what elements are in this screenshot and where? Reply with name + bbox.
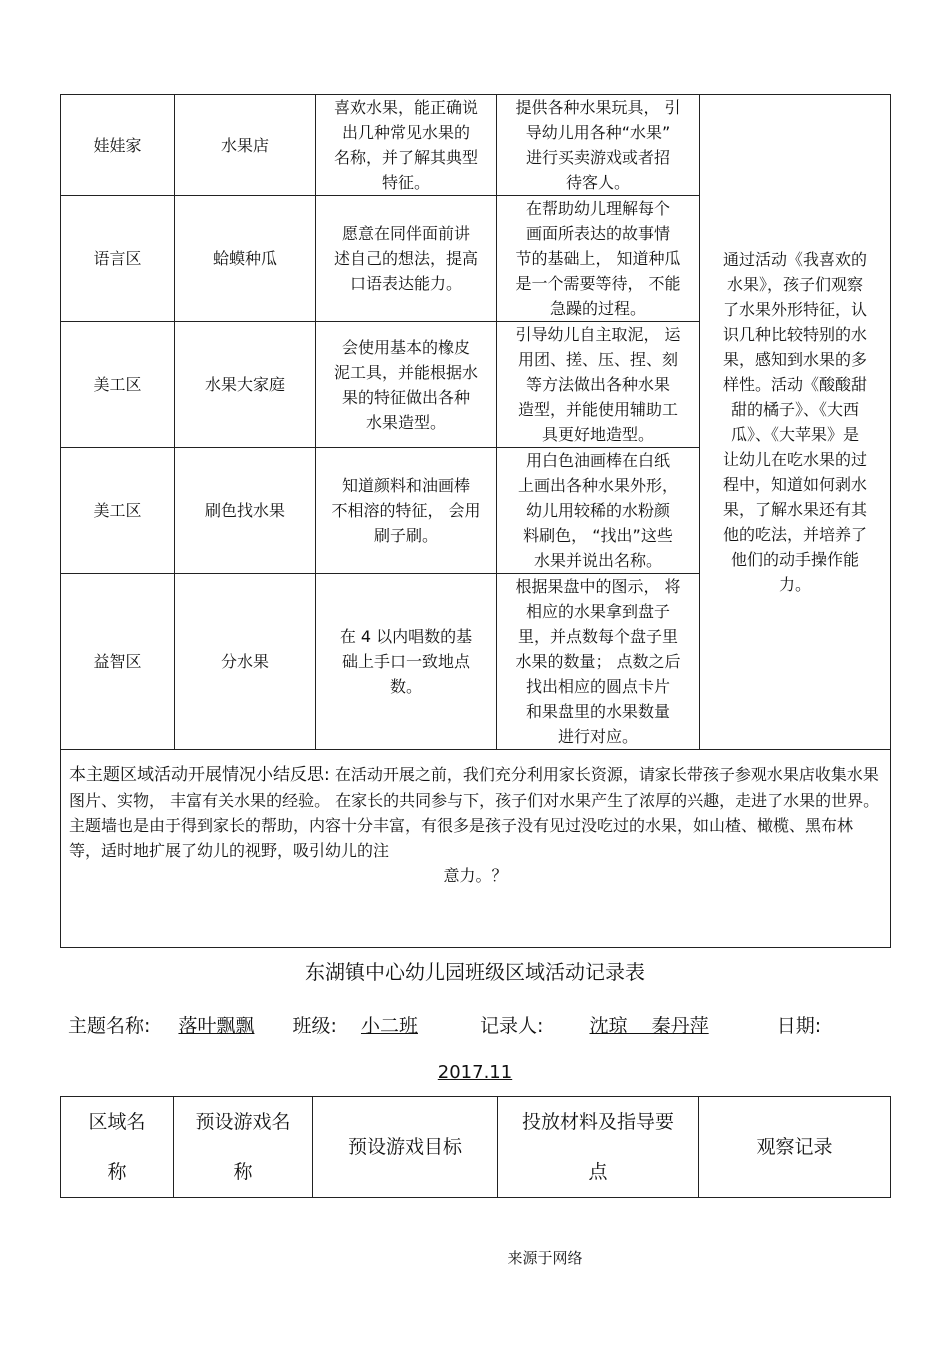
form-title: 东湖镇中心幼儿园班级区域活动记录表: [305, 960, 645, 984]
observation-cell: 通过活动《我喜欢的 水果》，孩子们观察 了水果外形特征，认 识几种比较特别的水 果，感知到水果的多 样性。活动《酸酸甜 甜的橘子》、《大西 瓜》、《大苹果》是 让幼儿在吃水果的过 程中，知道如何剥水 果，了解水果还有其 他的吃法，并培养了 他们的动手操作能 力。: [700, 95, 891, 750]
header-observation: 观察记录: [699, 1097, 891, 1198]
game-cell: 蛤蟆种瓜: [175, 196, 316, 322]
material-cell: 在帮助幼儿理解每个 画面所表达的故事情 节的基础上， 知道种瓜 是一个需要等待， 不能 急躁的过程。: [497, 196, 700, 322]
summary-cell: [61, 750, 891, 948]
theme-value: 落叶飘飘: [178, 1015, 255, 1037]
goal-cell: 在 4 以内唱数的基 础上手口一致地点 数。: [316, 574, 497, 750]
header-goal: 预设游戏目标: [313, 1097, 498, 1198]
footer-source: 来源于网络: [507, 1249, 583, 1267]
date-value: 2017.11: [437, 1062, 513, 1083]
game-cell: 水果大家庭: [175, 322, 316, 448]
recorder-value: 沈琼 秦丹萍: [589, 1015, 709, 1037]
summary-row: [61, 750, 891, 948]
goal-cell: 会使用基本的橡皮 泥工具，并能根据水 果的特征做出各种 水果造型。: [316, 322, 497, 448]
class-value: 小二班: [360, 1015, 418, 1037]
area-cell: 娃娃家: [61, 95, 175, 196]
game-cell: 分水果: [175, 574, 316, 750]
area-cell: 美工区: [61, 322, 175, 448]
game-cell: 水果店: [175, 95, 316, 196]
header-area: 区域名 称: [61, 1097, 174, 1198]
activity-record-table: [60, 94, 891, 948]
goal-cell: 愿意在同伴面前讲 述自己的想法，提高 口语表达能力。: [316, 196, 497, 322]
header-material: 投放材料及指导要 点: [498, 1097, 699, 1198]
material-cell: 根据果盘中的图示， 将 相应的水果拿到盘子 里，并点数每个盘子里 水果的数量； 点数之后 找出相应的圆点卡片 和果盘里的水果数量 进行对应。: [497, 574, 700, 750]
area-cell: 语言区: [61, 196, 175, 322]
form-meta-line: [68, 1011, 888, 1038]
area-cell: 益智区: [61, 574, 175, 750]
header-table: [60, 1096, 891, 1198]
summary-text-end: 意力。？: [443, 866, 508, 885]
goal-cell: 喜欢水果，能正确说 出几种常见水果的 名称，并了解其典型 特征。: [316, 95, 497, 196]
header-game: 预设游戏名 称: [174, 1097, 313, 1198]
summary-label: 本主题区域活动开展情况小结反思:: [69, 765, 330, 785]
date-label: 日期:: [776, 1015, 822, 1037]
game-cell: 刷色找水果: [175, 448, 316, 574]
summary-text: 在活动开展之前，我们充分利用家长资源，请家长带孩子参观水果店收集水果图片、实物， 丰富有关水果的经验。 在家长的共同参与下，孩子们对水果产生了浓厚的兴趣，走进了水果的世界。主题墙也是由于得到家长的帮助，内容十分丰富，有很多是孩子没有见过没吃过的水果，如山楂、橄榄、黑布林等，适时地扩展了幼儿的视野，吸引幼儿的注: [69, 765, 880, 860]
material-cell: 提供各种水果玩具， 引 导幼儿用各种“水果” 进行买卖游戏或者招 待客人。: [497, 95, 700, 196]
material-cell: 用白色油画棒在白纸 上画出各种水果外形， 幼儿用较稀的水粉颜 料刷色， “找出”这些 水果并说出名称。: [497, 448, 700, 574]
table-row: [61, 95, 891, 196]
theme-label: 主题名称:: [68, 1015, 151, 1037]
goal-cell: 知道颜料和油画棒 不相溶的特征， 会用 刷子刷。: [316, 448, 497, 574]
material-cell: 引导幼儿自主取泥， 运 用团、搓、压、捏、刻 等方法做出各种水果 造型，并能使用辅助工 具更好地造型。: [497, 322, 700, 448]
header-row: [61, 1097, 891, 1198]
class-label: 班级:: [292, 1015, 337, 1037]
recorder-label: 记录人:: [480, 1015, 544, 1037]
area-cell: 美工区: [61, 448, 175, 574]
